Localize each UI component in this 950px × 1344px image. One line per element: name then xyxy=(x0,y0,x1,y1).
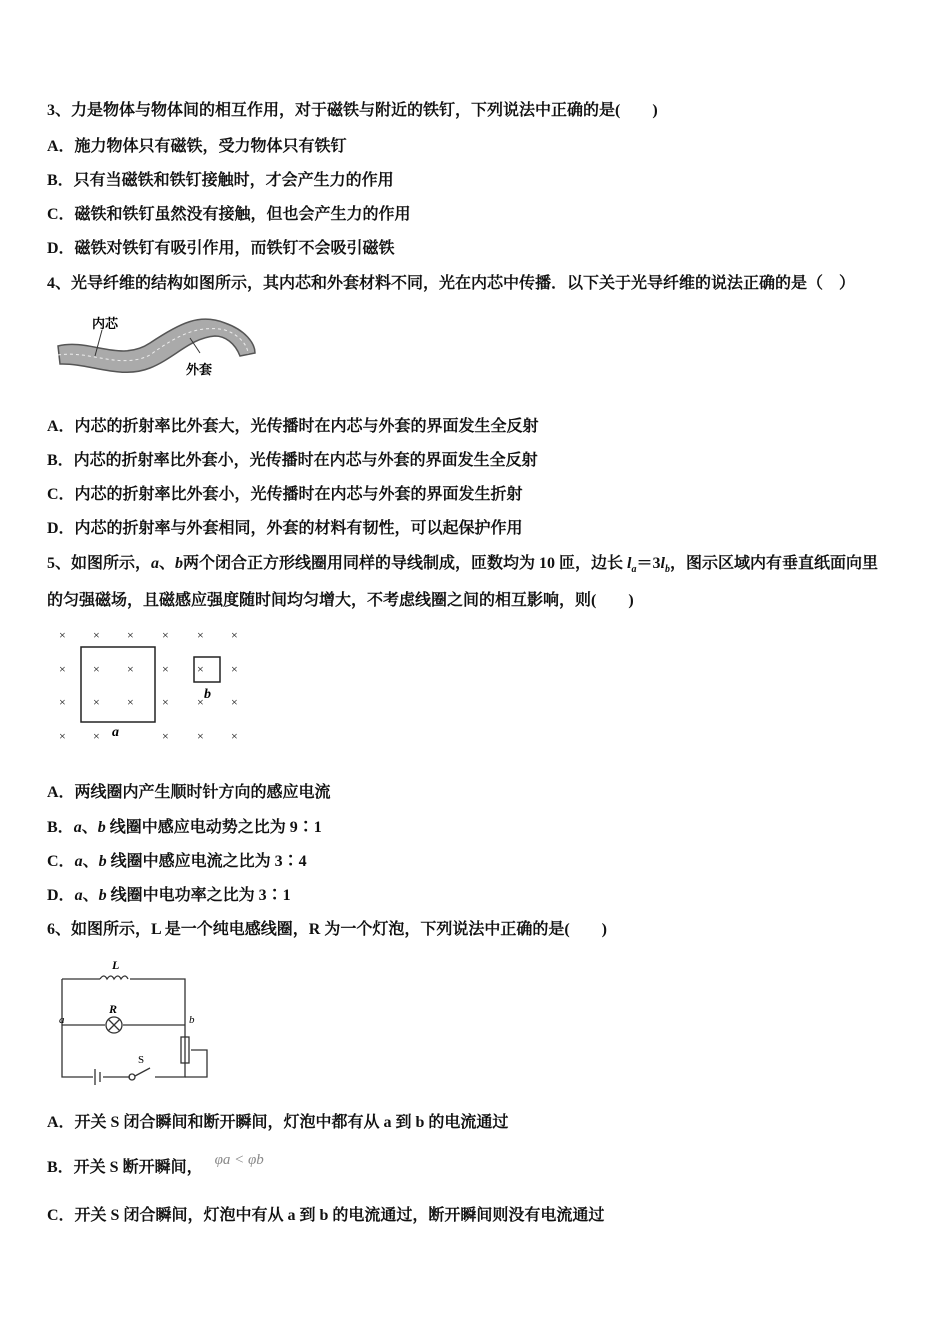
question-3-stem: 3、力是物体与物体间的相互作用，对于磁铁与附近的铁钉，下列说法中正确的是( ) xyxy=(47,102,658,119)
field-cross-mark: × xyxy=(162,729,169,743)
field-cross-mark: × xyxy=(93,695,100,709)
field-cross-mark: × xyxy=(127,662,134,676)
q3-option-b: B．只有当磁铁和铁钉接触时，才会产生力的作用 xyxy=(47,172,394,189)
field-cross-mark: × xyxy=(93,628,100,642)
q5-option-a: A．两线圈内产生顺时针方向的感应电流 xyxy=(47,784,331,801)
field-cross-mark: × xyxy=(59,729,66,743)
q4-option-b: B．内芯的折射率比外套小，光传播时在内芯与外套的界面发生全反射 xyxy=(47,452,538,469)
field-cross-mark: × xyxy=(197,729,204,743)
q5-option-c: C．a、b 线圈中感应电流之比为 3∶4 xyxy=(47,853,307,870)
field-cross-mark: × xyxy=(59,695,66,709)
question-6-stem: 6、如图所示，L 是一个纯电感线圈，R 为一个灯泡，下列说法中正确的是( ) xyxy=(47,921,608,938)
label-L: L xyxy=(112,958,120,972)
question-5-stem-line2: 的匀强磁场，且磁感应强度随时间均匀增大，不考虑线圈之间的相互影响，则( ) xyxy=(47,592,634,609)
q5-option-d: D．a、b 线圈中电功率之比为 3∶1 xyxy=(47,887,291,904)
potential-formula: φa < φb xyxy=(214,1152,264,1168)
field-cross-mark: × xyxy=(231,662,238,676)
field-cross-mark: × xyxy=(197,662,204,676)
field-cross-mark: × xyxy=(231,729,238,743)
coil-b-label: b xyxy=(204,687,211,702)
optical-fiber-figure xyxy=(50,308,265,388)
q6-option-a: A．开关 S 闭合瞬间和断开瞬间，灯泡中都有从 a 到 b 的电流通过 xyxy=(47,1114,509,1131)
q6-option-c: C．开关 S 闭合瞬间，灯泡中有从 a 到 b 的电流通过，断开瞬间则没有电流通过 xyxy=(47,1207,605,1224)
question-4-stem: 4、光导纤维的结构如图所示，其内芯和外套材料不同，光在内芯中传播．以下关于光导纤维的说法正确的是（ ） xyxy=(47,275,856,292)
coil-a xyxy=(81,647,155,722)
circuit-figure xyxy=(55,955,215,1085)
field-cross-mark: × xyxy=(93,729,100,743)
label-R: R xyxy=(109,1002,118,1016)
label-S: S xyxy=(138,1054,145,1066)
field-cross-mark: × xyxy=(231,628,238,642)
question-5-stem-line1: 5、如图所示，a、b两个闭合正方形线圈用同样的导线制成，匝数均为 10 匝，边长 $l_a=3l_b$，图示区域内有垂直纸面向里 xyxy=(47,555,878,576)
field-cross-mark: × xyxy=(59,662,66,676)
field-cross-mark: × xyxy=(127,628,134,642)
field-cross-mark: × xyxy=(93,662,100,676)
field-cross-mark: × xyxy=(231,695,238,709)
field-cross-mark: × xyxy=(162,662,169,676)
cladding-label: 外套 xyxy=(186,362,213,377)
inductor-coil xyxy=(100,976,128,979)
q3-option-d: D．磁铁对铁钉有吸引作用，而铁钉不会吸引磁铁 xyxy=(47,240,395,257)
q3-option-c: C．磁铁和铁钉虽然没有接触，但也会产生力的作用 xyxy=(47,206,411,223)
q6-option-b: B．开关 S 断开瞬间， φa < φb xyxy=(47,1152,264,1176)
q4-option-c: C．内芯的折射率比外套小，光传播时在内芯与外套的界面发生折射 xyxy=(47,486,523,503)
core-label: 内芯 xyxy=(92,316,119,331)
field-cross-mark: × xyxy=(197,628,204,642)
field-cross-mark: × xyxy=(127,695,134,709)
magnetic-field-figure xyxy=(50,622,250,747)
field-cross-mark: × xyxy=(162,695,169,709)
label-a: a xyxy=(59,1014,65,1026)
q5-option-b: B．a、b 线圈中感应电动势之比为 9∶1 xyxy=(47,819,322,836)
field-cross-mark: × xyxy=(197,695,204,709)
field-cross-mark: × xyxy=(162,628,169,642)
field-cross-mark: × xyxy=(59,628,66,642)
q3-option-a: A．施力物体只有磁铁，受力物体只有铁钉 xyxy=(47,138,347,155)
label-b: b xyxy=(189,1014,195,1026)
q4-option-d: D．内芯的折射率与外套相同，外套的材料有韧性，可以起保护作用 xyxy=(47,520,523,537)
q4-option-a: A．内芯的折射率比外套大，光传播时在内芯与外套的界面发生全反射 xyxy=(47,418,539,435)
coil-a-label: a xyxy=(112,725,119,740)
